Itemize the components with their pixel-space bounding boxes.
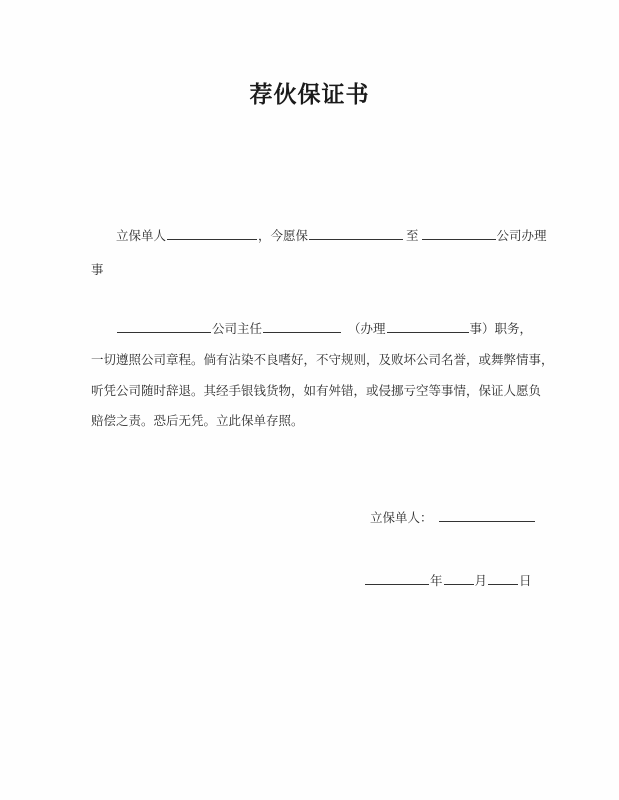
year-blank[interactable] bbox=[365, 572, 429, 585]
day-label: 日 bbox=[519, 573, 532, 588]
month-label: 月 bbox=[474, 573, 488, 588]
month-blank[interactable] bbox=[444, 572, 474, 585]
paragraph2-line2: 一切遵照公司章程。倘有沾染不良嗜好，不守规则，及败坏公司名誉，或舞弊情事， bbox=[91, 352, 554, 367]
guarantor-label: 立保单人 bbox=[116, 228, 167, 243]
paragraph2-line1 bbox=[116, 320, 532, 337]
day-blank[interactable] bbox=[488, 572, 518, 585]
to-text: 至 bbox=[406, 228, 419, 243]
date-line bbox=[364, 572, 532, 589]
year-label: 年 bbox=[430, 573, 443, 588]
paragraph1-line2: 事 bbox=[91, 262, 104, 277]
handle-open-text: （办理 bbox=[348, 321, 386, 336]
guaranteed-person-blank[interactable] bbox=[309, 227, 403, 240]
paragraph2-line3: 听凭公司随时辞退。其经手银钱货物，如有舛错，或侵挪亏空等事情，保证人愿负 bbox=[91, 383, 542, 398]
director-blank[interactable] bbox=[263, 320, 341, 333]
handle-blank[interactable] bbox=[387, 320, 469, 333]
company-blank[interactable] bbox=[117, 320, 211, 333]
guarantor-name-blank[interactable] bbox=[167, 227, 257, 240]
signature-blank[interactable] bbox=[439, 509, 535, 522]
handle-close-text: 事）职务， bbox=[469, 321, 533, 336]
signature-line bbox=[370, 509, 536, 526]
document-title: 荐伙保证书 bbox=[249, 81, 370, 108]
sep-text: ，今愿保 bbox=[258, 228, 309, 243]
company-director-text: 公司主任 bbox=[212, 321, 263, 336]
signature-label: 立保单人： bbox=[370, 510, 433, 525]
paragraph2-line4: 赔偿之责。恐后无凭。立此保单存照。 bbox=[91, 413, 304, 428]
company-handle-text: 公司办理 bbox=[496, 228, 547, 243]
company-name-blank[interactable] bbox=[422, 227, 496, 240]
paragraph1-line1 bbox=[116, 227, 547, 244]
